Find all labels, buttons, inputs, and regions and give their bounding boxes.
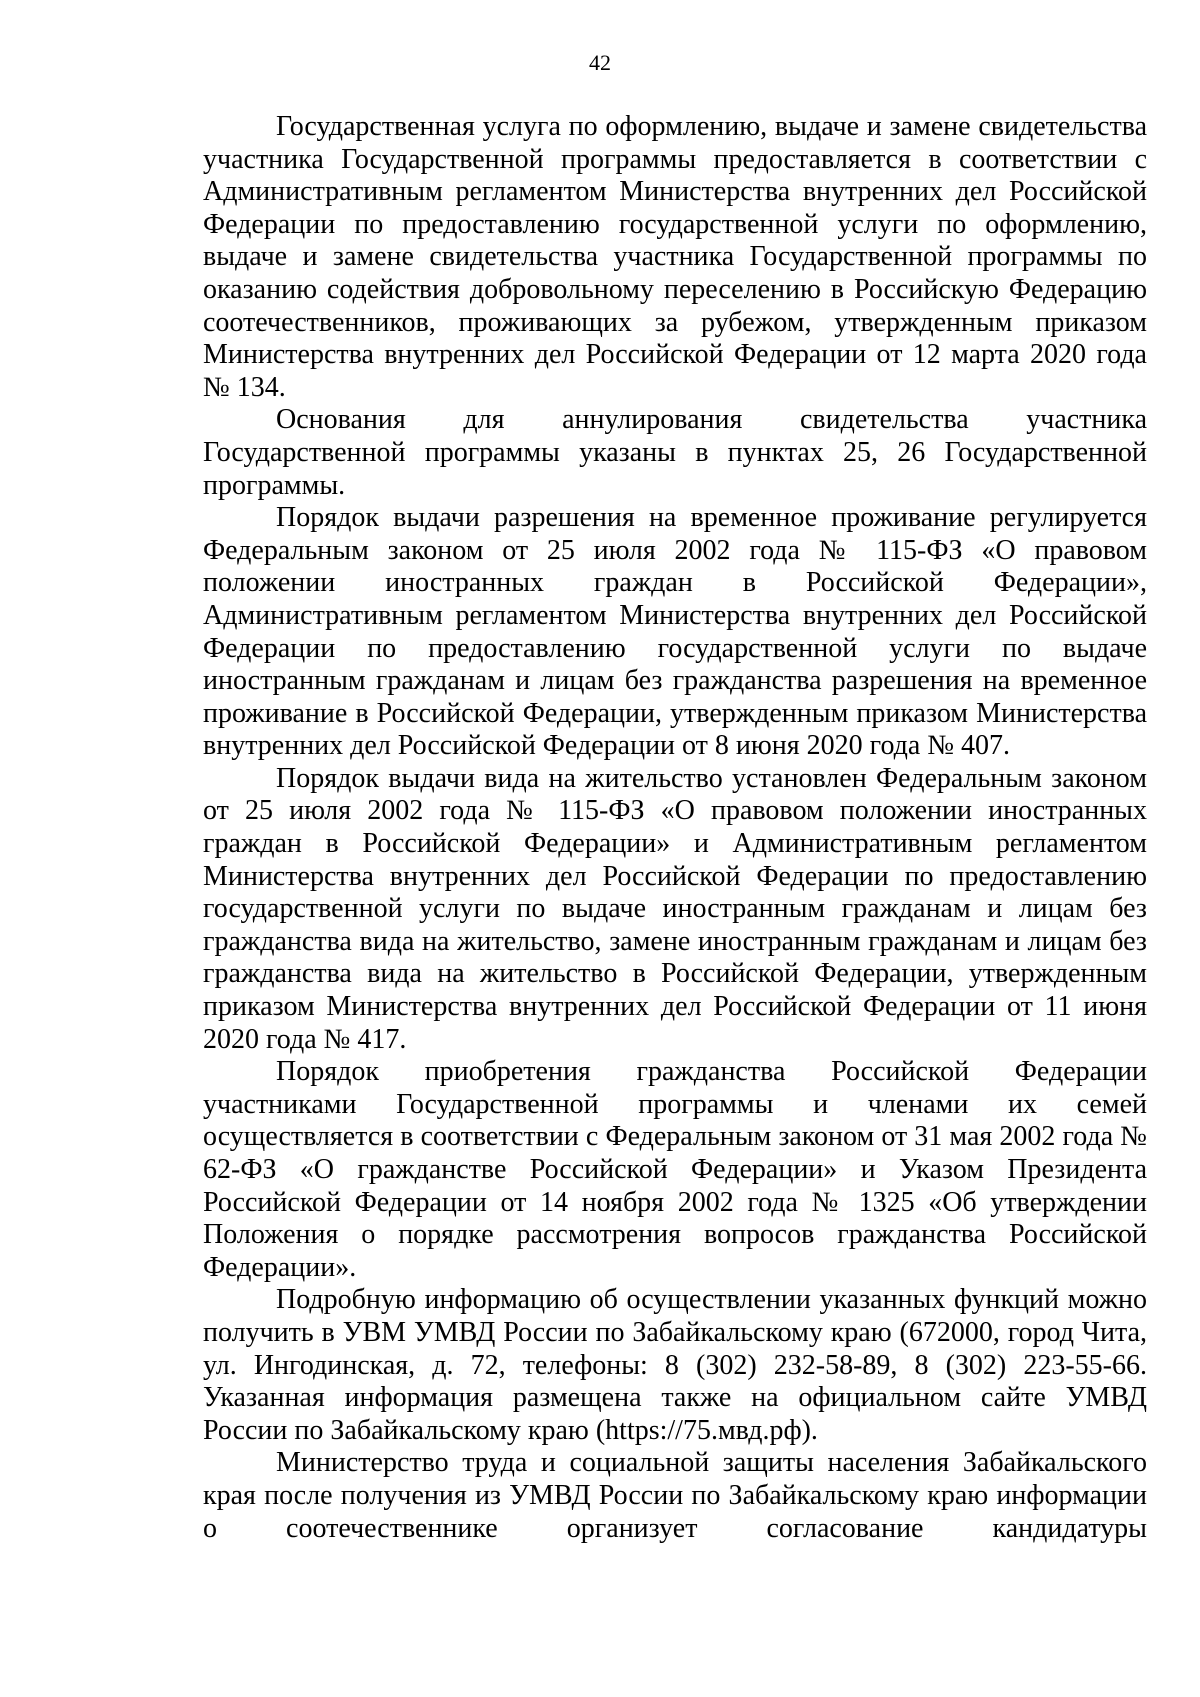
- paragraph-residence-permit: Порядок выдачи вида на жительство установлен Федеральным законом от 25 июля 2002 года № 115-ФЗ «О правовом положении иностранных граждан в Российской Федерации» и Административным регламентом Министерства внутренних дел Российской Федерации по предоставлению государственной услуги по выдаче иностранным гражданам и лицам без гражданства вида на жительство, замене иностранным гражданам и лицам без гражданства вида на жительство в Российской Федерации, утвержденным приказом Министерства внутренних дел Российской Федерации от 11 июня 2020 года № 417.: [203, 762, 1147, 1055]
- document-body: [203, 111, 1147, 1545]
- paragraph-certificate-service: Государственная услуга по оформлению, выдаче и замене свидетельства участника Государственной программы предоставляется в соответствии с Административным регламентом Министерства внутренних дел Российской Федерации по предоставлению государственной услуги по оформлению, выдаче и замене свидетельства участника Государственной программы по оказанию содействия добровольному переселению в Российскую Федерацию соотечественников, проживающих за рубежом, утвержденным приказом Министерства внутренних дел Российской Федерации от 12 марта 2020 года № 134.: [203, 111, 1147, 403]
- page-number: 42: [589, 50, 611, 75]
- paragraph-temporary-residence: Порядок выдачи разрешения на временное проживание регулируется Федеральным законом от 25 июля 2002 года № 115-ФЗ «О правовом положении иностранных граждан в Российской Федерации», Административным регламентом Министерства внутренних дел Российской Федерации по предоставлению государственной услуги по выдаче иностранным гражданам и лицам без гражданства разрешения на временное проживание в Российской Федерации, утвержденным приказом Министерства внутренних дел Российской Федерации от 8 июня 2020 года № 407.: [203, 502, 1147, 762]
- paragraph-annulment-grounds: Основания для аннулирования свидетельства участника Государственной программы указаны в пунктах 25, 26 Государственной программы.: [203, 404, 1147, 501]
- paragraph-ministry-of-labour: Министерство труда и социальной защиты населения Забайкальского края после получения из УМВД России по Забайкальскому краю информации о соотечественнике организует согласование кандидатуры: [203, 1447, 1147, 1544]
- paragraph-citizenship-acquisition: Порядок приобретения гражданства Российской Федерации участниками Государственной программы и членами их семей осуществляется в соответствии с Федеральным законом от 31 мая 2002 года № 62-ФЗ «О гражданстве Российской Федерации» и Указом Президента Российской Федерации от 14 ноября 2002 года № 1325 «Об утверждении Положения о порядке рассмотрения вопросов гражданства Российской Федерации».: [203, 1056, 1147, 1283]
- paragraph-contact-information: Подробную информацию об осуществлении указанных функций можно получить в УВМ УМВД России по Забайкальскому краю (672000, город Чита, ул. Ингодинская, д. 72, телефоны: 8 (302) 232-58-89, 8 (302) 223-55-66. Указанная информация размещена также на официальном сайте УМВД России по Забайкальскому краю (https://75.мвд.рф).: [203, 1284, 1147, 1446]
